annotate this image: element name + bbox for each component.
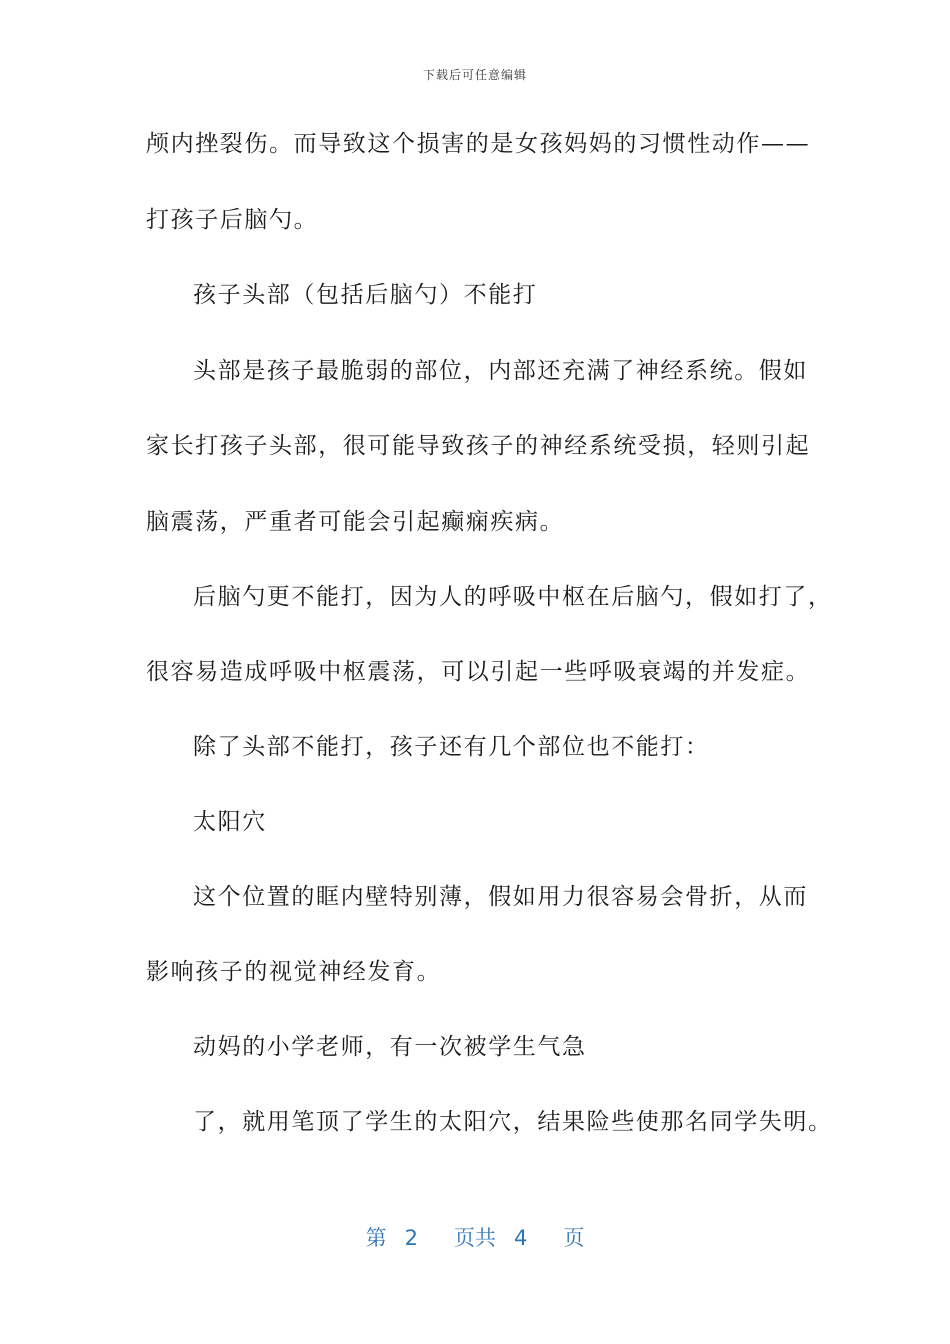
text-line: 家长打孩子头部，很可能导致孩子的神经系统受损，轻则引起 bbox=[146, 433, 811, 459]
page-prefix: 第 bbox=[365, 1226, 387, 1250]
text-line: 这个位置的眶内壁特别薄，假如用力很容易会骨折，从而 bbox=[193, 884, 808, 910]
page-header-note: 下载后可任意编辑 bbox=[422, 68, 527, 82]
text-line: 影响孩子的视觉神经发育。 bbox=[146, 959, 442, 985]
text-line: 除了头部不能打，孩子还有几个部位也不能打： bbox=[193, 734, 710, 760]
text-line: 很容易造成呼吸中枢震荡，可以引起一些呼吸衰竭的并发症。 bbox=[146, 659, 811, 685]
page-current: 2 bbox=[404, 1226, 418, 1250]
text-line: 颅内挫裂伤。而导致这个损害的是女孩妈妈的习惯性动作—— bbox=[146, 131, 811, 157]
section-heading: 太阳穴 bbox=[193, 809, 267, 835]
text-line: 了，就用笔顶了学生的太阳穴，结果险些使那名同学失明。 bbox=[193, 1109, 833, 1135]
text-line: 脑震荡，严重者可能会引起癫痫疾病。 bbox=[146, 509, 565, 535]
page-number-footer bbox=[0, 1222, 950, 1252]
text-line: 后脑勺更不能打，因为人的呼吸中枢在后脑勺，假如打了， bbox=[193, 584, 833, 610]
page-total: 4 bbox=[514, 1226, 528, 1250]
text-line: 头部是孩子最脆弱的部位，内部还充满了神经系统。假如 bbox=[193, 358, 808, 384]
text-line: 动妈的小学老师，有一次被学生气急 bbox=[193, 1034, 587, 1060]
section-heading: 孩子头部（包括后脑勺）不能打 bbox=[193, 282, 538, 308]
page-mid: 页共 bbox=[454, 1226, 496, 1250]
page-suffix: 页 bbox=[563, 1226, 585, 1250]
text-line: 打孩子后脑勺。 bbox=[146, 207, 319, 233]
